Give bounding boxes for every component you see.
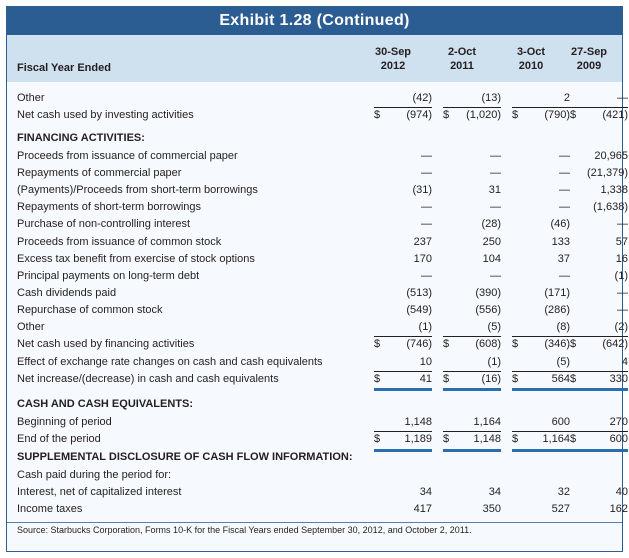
row-label: Principal payments on long-term debt [17, 270, 200, 282]
cell-value: 37 [557, 253, 570, 265]
currency-symbol: $ [443, 338, 450, 350]
table-cell [443, 251, 501, 268]
cell-value: (1) [614, 270, 628, 282]
table-cell [512, 182, 570, 199]
cell-value: (13) [481, 92, 501, 104]
cell-value: — [421, 201, 432, 213]
table-cell [443, 268, 501, 285]
cell-value: (8) [556, 321, 570, 333]
table-cell [570, 414, 628, 431]
cell-value: — [559, 270, 570, 282]
cell-value: 270 [609, 416, 628, 428]
net-change-double-rule [443, 388, 501, 391]
table-cell [443, 199, 501, 216]
cell-value: 1,148 [473, 433, 501, 445]
cell-value: 237 [413, 236, 432, 248]
table-cell [443, 90, 501, 107]
table-cell [374, 484, 432, 501]
investing-total-rule [512, 107, 570, 108]
table-cell [374, 148, 432, 165]
cell-value: (974) [406, 109, 432, 121]
row-label: Other [17, 92, 45, 104]
table-cell [512, 336, 570, 353]
cell-value: (746) [406, 338, 432, 350]
table-row [7, 148, 628, 165]
table-row [7, 107, 628, 124]
column-date: 2-Oct [447, 46, 477, 58]
table-cell [570, 285, 628, 302]
table-cell [512, 268, 570, 285]
table-row [7, 501, 628, 518]
investing-total-rule [443, 107, 501, 108]
cell-value: (46) [550, 218, 570, 230]
cell-value: (1) [418, 321, 432, 333]
table-cell [570, 90, 628, 107]
cell-value: (28) [481, 218, 501, 230]
cell-value: 133 [551, 236, 570, 248]
cell-value: 564 [551, 373, 570, 385]
table-cell [374, 234, 432, 251]
row-label: Proceeds from issuance of commercial paper [17, 150, 238, 162]
cell-value: 330 [609, 373, 628, 385]
cell-value: 250 [482, 236, 501, 248]
end-of-period-double-rule [374, 449, 432, 452]
table-cell [570, 431, 628, 448]
table-row [7, 90, 628, 107]
table-cell [512, 354, 570, 371]
cell-value: (5) [556, 356, 570, 368]
table-cell [570, 268, 628, 285]
column-date: 30-Sep [374, 46, 412, 58]
table-cell [570, 484, 628, 501]
cell-value: (1,020) [466, 109, 501, 121]
column-year: 2011 [450, 60, 474, 72]
table-cell [570, 216, 628, 233]
table-cell [570, 251, 628, 268]
net-change-rule [570, 371, 628, 372]
table-cell [512, 90, 570, 107]
cell-value: 10 [419, 356, 432, 368]
table-cell [374, 302, 432, 319]
cell-value: (421) [602, 109, 628, 121]
cell-value: — [490, 150, 501, 162]
table-cell [512, 414, 570, 431]
cell-value: — [559, 201, 570, 213]
table-cell [443, 107, 501, 124]
section-heading: CASH AND CASH EQUIVALENTS: [17, 398, 194, 410]
table-cell [443, 302, 501, 319]
net-change-double-rule [512, 388, 570, 391]
table-cell [374, 414, 432, 431]
table-cell [443, 216, 501, 233]
table-cell [443, 148, 501, 165]
cell-value: 41 [419, 373, 432, 385]
cell-value: — [559, 150, 570, 162]
row-label: (Payments)/Proceeds from short-term borrowings [17, 184, 258, 196]
financing-total-rule [570, 336, 628, 337]
column-header-2012 [362, 45, 424, 73]
currency-symbol: $ [512, 338, 519, 350]
table-cell [374, 182, 432, 199]
table-cell [570, 336, 628, 353]
table-cell [570, 354, 628, 371]
table-cell [374, 431, 432, 448]
financing-total-rule [512, 336, 570, 337]
row-label: Net increase/(decrease) in cash and cash equivalents [17, 373, 279, 385]
column-year: 2010 [518, 60, 544, 72]
row-label: Income taxes [17, 503, 83, 515]
currency-symbol: $ [570, 373, 577, 385]
table-cell [374, 501, 432, 518]
table-cell [374, 319, 432, 336]
cell-value: 34 [419, 486, 432, 498]
table-cell [512, 484, 570, 501]
cell-value: — [559, 184, 570, 196]
cell-value: 104 [482, 253, 501, 265]
table-cell [570, 234, 628, 251]
cell-value: (21,379) [587, 167, 628, 179]
table-cell [570, 371, 628, 388]
table-cell [443, 285, 501, 302]
section-heading: SUPPLEMENTAL DISCLOSURE OF CASH FLOW INFORMATION: [17, 451, 353, 463]
table-cell [570, 199, 628, 216]
cell-value: (16) [481, 373, 501, 385]
table-cell [512, 501, 570, 518]
cell-value: 40 [615, 486, 628, 498]
investing-total-rule [570, 107, 628, 108]
table-row [7, 354, 628, 371]
end-of-period-double-rule [512, 449, 570, 452]
table-cell [374, 371, 432, 388]
table-cell [570, 302, 628, 319]
cell-value: (286) [544, 304, 570, 316]
table-row [7, 319, 628, 336]
table-cell [570, 165, 628, 182]
cell-value: — [421, 218, 432, 230]
table-cell [570, 107, 628, 124]
table-cell [374, 199, 432, 216]
currency-symbol: $ [443, 109, 450, 121]
cell-value: 1,148 [404, 416, 432, 428]
end-of-period-double-rule [443, 449, 501, 452]
table-cell [443, 431, 501, 448]
net-change-rule [443, 371, 501, 372]
row-label: Interest, net of capitalized interest [17, 486, 182, 498]
cell-value: 600 [609, 433, 628, 445]
net-change-double-rule [374, 388, 432, 391]
table-cell [374, 90, 432, 107]
currency-symbol: $ [512, 109, 519, 121]
table-row [7, 467, 622, 484]
table-cell [443, 371, 501, 388]
cell-value: 57 [615, 236, 628, 248]
table-cell [443, 319, 501, 336]
cell-value: (390) [475, 287, 501, 299]
cell-value: (2) [614, 321, 628, 333]
net-change-rule [512, 371, 570, 372]
cell-value: — [617, 218, 628, 230]
table-row [7, 302, 628, 319]
table-cell [374, 354, 432, 371]
cell-value: 2 [563, 92, 570, 104]
table-cell [570, 182, 628, 199]
cell-value: — [617, 287, 628, 299]
cell-value: 32 [557, 486, 570, 498]
cell-value: — [490, 201, 501, 213]
cell-value: — [559, 167, 570, 179]
cell-value: 1,189 [404, 433, 432, 445]
currency-symbol: $ [570, 338, 577, 350]
investing-total-rule [374, 107, 432, 108]
table-row [7, 431, 628, 448]
table-cell [443, 414, 501, 431]
column-year: 2009 [576, 60, 602, 72]
cell-value: 16 [615, 253, 628, 265]
end-of-period-rule [443, 431, 501, 432]
cell-value: (5) [487, 321, 501, 333]
row-label: End of the period [17, 433, 101, 445]
table-cell [512, 165, 570, 182]
table-cell [443, 501, 501, 518]
cell-value: 1,164 [542, 433, 570, 445]
table-row [7, 216, 628, 233]
end-of-period-double-rule [570, 449, 628, 452]
end-of-period-rule [512, 431, 570, 432]
row-label: Repayments of commercial paper [17, 167, 182, 179]
row-label: Effect of exchange rate changes on cash and cash equivalents [17, 356, 323, 368]
table-row [7, 199, 628, 216]
cell-value: 4 [621, 356, 628, 368]
column-date: 3-Oct [516, 46, 546, 58]
row-label: Cash dividends paid [17, 287, 117, 299]
table-cell [443, 165, 501, 182]
table-cell [443, 484, 501, 501]
row-label: Proceeds from issuance of common stock [17, 236, 222, 248]
table-cell [512, 251, 570, 268]
fiscal-year-label: Fiscal Year Ended [17, 62, 111, 74]
table-cell [443, 182, 501, 199]
table-row [7, 396, 622, 413]
cell-value: 1,164 [473, 416, 501, 428]
table-row [7, 414, 628, 431]
currency-symbol: $ [570, 433, 577, 445]
column-header-2010 [500, 45, 562, 73]
cell-value: (608) [475, 338, 501, 350]
row-label: Excess tax benefit from exercise of stock options [17, 253, 255, 265]
table-cell [512, 107, 570, 124]
table-cell [512, 199, 570, 216]
table-row [7, 336, 628, 353]
cell-value: 1,338 [600, 184, 628, 196]
financing-total-rule [443, 336, 501, 337]
cell-value: (346) [544, 338, 570, 350]
cell-value: 527 [551, 503, 570, 515]
row-label: Beginning of period [17, 416, 112, 428]
source-divider [7, 522, 622, 523]
table-cell [443, 336, 501, 353]
table-cell [512, 234, 570, 251]
cell-value: 34 [488, 486, 501, 498]
table-cell [570, 501, 628, 518]
exhibit-table [6, 6, 628, 552]
cell-value: — [617, 304, 628, 316]
table-row [7, 285, 628, 302]
currency-symbol: $ [374, 109, 381, 121]
cell-value: (513) [406, 287, 432, 299]
table-cell [512, 302, 570, 319]
cell-value: (1,638) [593, 201, 628, 213]
row-label: Other [17, 321, 45, 333]
source-note: Source: Starbucks Corporation, Forms 10-K for the Fiscal Years ended September 30, 2012, and October 2, 2011. [17, 525, 472, 535]
cell-value: (42) [412, 92, 432, 104]
table-cell [443, 354, 501, 371]
section-heading: FINANCING ACTIVITIES: [17, 132, 145, 144]
table-cell [443, 234, 501, 251]
table-cell [512, 148, 570, 165]
cell-value: — [490, 167, 501, 179]
row-label: Purchase of non-controlling interest [17, 218, 191, 230]
table-row [7, 165, 628, 182]
cell-value: — [421, 167, 432, 179]
cell-value: (31) [412, 184, 432, 196]
row-label: Repayments of short-term borrowings [17, 201, 202, 213]
table-cell [512, 216, 570, 233]
currency-symbol: $ [374, 338, 381, 350]
table-cell [374, 251, 432, 268]
table-row [7, 251, 628, 268]
currency-symbol: $ [512, 373, 519, 385]
cell-value: — [421, 150, 432, 162]
currency-symbol: $ [443, 373, 450, 385]
table-cell [512, 319, 570, 336]
end-of-period-rule [374, 431, 432, 432]
exhibit-title: Exhibit 1.28 (Continued) [7, 7, 622, 35]
cell-value: (171) [544, 287, 570, 299]
table-cell [512, 431, 570, 448]
currency-symbol: $ [570, 109, 577, 121]
table-cell [570, 319, 628, 336]
row-label: Net cash used by investing activities [17, 109, 194, 121]
cell-value: 162 [609, 503, 628, 515]
table-cell [374, 165, 432, 182]
row-label: Net cash used by financing activities [17, 338, 195, 350]
end-of-period-rule [570, 431, 628, 432]
cell-value: 600 [551, 416, 570, 428]
table-row [7, 484, 628, 501]
cell-value: (549) [406, 304, 432, 316]
cell-value: (1) [487, 356, 501, 368]
table-cell [570, 148, 628, 165]
row-label: Repurchase of common stock [17, 304, 163, 316]
cell-value: 417 [413, 503, 432, 515]
currency-symbol: $ [443, 433, 450, 445]
cell-value: 31 [488, 184, 501, 196]
cell-value: (790) [544, 109, 570, 121]
cell-value: — [421, 270, 432, 282]
net-change-double-rule [570, 388, 628, 391]
column-header-2009 [558, 45, 620, 73]
cell-value: (556) [475, 304, 501, 316]
table-header [7, 35, 622, 82]
financing-total-rule [374, 336, 432, 337]
cell-value: (642) [602, 338, 628, 350]
cell-value: 350 [482, 503, 501, 515]
cell-value: — [617, 92, 628, 104]
column-year: 2012 [380, 60, 406, 72]
currency-symbol: $ [512, 433, 519, 445]
table-cell [374, 336, 432, 353]
table-row [7, 182, 628, 199]
currency-symbol: $ [374, 373, 381, 385]
table-cell [374, 216, 432, 233]
table-body [7, 82, 628, 535]
currency-symbol: $ [374, 433, 381, 445]
cell-value: — [490, 270, 501, 282]
row-label: Cash paid during the period for: [17, 469, 172, 481]
table-cell [374, 285, 432, 302]
column-date: 27-Sep [570, 46, 608, 58]
column-header-2011 [431, 45, 493, 73]
table-cell [512, 371, 570, 388]
table-cell [374, 107, 432, 124]
table-row [7, 130, 622, 147]
net-change-rule [374, 371, 432, 372]
table-row [7, 234, 628, 251]
table-row [7, 371, 628, 388]
table-row [7, 268, 628, 285]
table-cell [374, 268, 432, 285]
cell-value: 20,965 [594, 150, 628, 162]
table-cell [512, 285, 570, 302]
cell-value: 170 [413, 253, 432, 265]
